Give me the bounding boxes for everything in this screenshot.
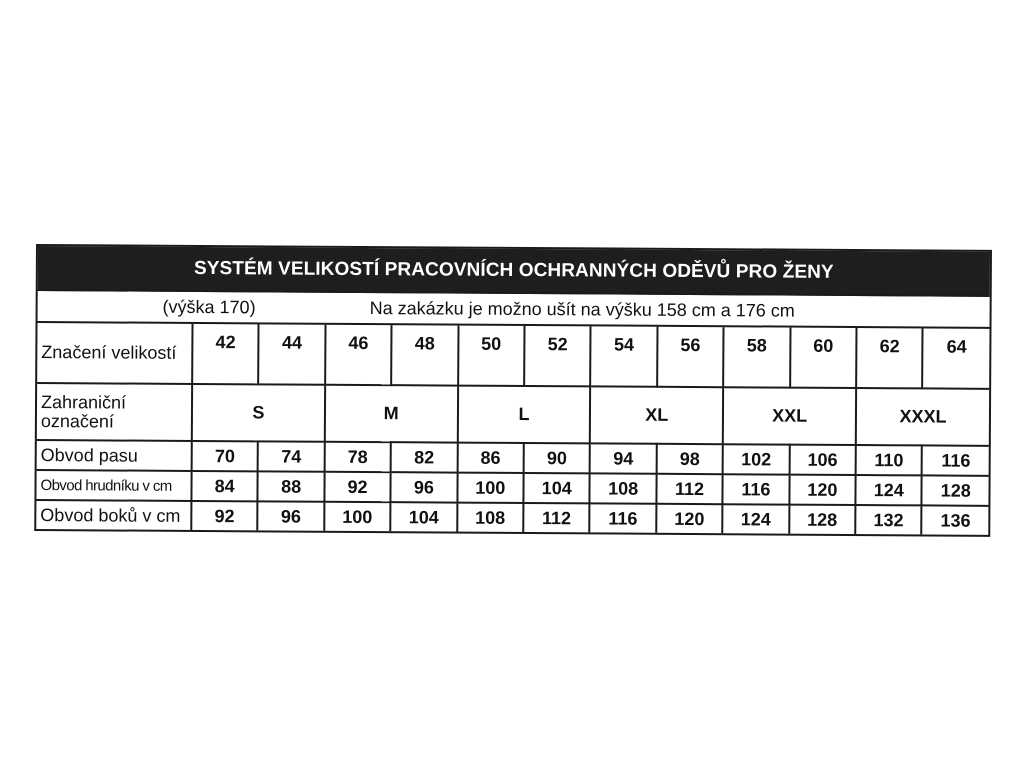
size-table (36, 323, 989, 535)
intl-size-cell: XL (590, 386, 723, 444)
waist-cell: 70 (192, 441, 259, 471)
chest-cell: 124 (855, 475, 922, 505)
chest-cell: 128 (922, 475, 989, 505)
waist-cell: 110 (856, 445, 923, 475)
chest-cell: 120 (789, 475, 856, 505)
custom-height-note: Na zakázku je možno ušít na výšku 158 cm a 176 cm (369, 297, 795, 321)
size-cell: 62 (856, 328, 923, 388)
waist-cell: 102 (723, 444, 790, 474)
chart-title: SYSTÉM VELIKOSTÍ PRACOVNÍCH OCHRANNÝCH ODĚVŮ PRO ŽENY (38, 246, 990, 297)
hips-cell: 116 (590, 503, 657, 532)
size-cell: 46 (325, 325, 392, 385)
hips-cell: 112 (523, 503, 590, 532)
intl-size-cell: XXL (723, 387, 856, 445)
waist-cell: 78 (324, 442, 391, 472)
intl-size-cell: XXXL (856, 388, 989, 446)
hips-cell: 136 (922, 505, 989, 534)
hips-cell: 124 (722, 504, 789, 533)
waist-cell: 94 (590, 443, 657, 473)
size-cell: 64 (923, 328, 990, 388)
size-cell: 52 (524, 326, 591, 386)
row-label-size: Značení velikostí (37, 323, 192, 384)
chest-cell: 104 (523, 473, 590, 503)
intl-size-cell: L (457, 386, 590, 444)
waist-cell: 74 (258, 441, 325, 471)
chest-cell: 112 (656, 474, 723, 504)
intl-size-row (37, 383, 989, 446)
chest-cell: 108 (590, 473, 657, 503)
size-cell: 60 (790, 328, 857, 388)
size-cell: 58 (723, 327, 790, 387)
hips-cell: 104 (390, 502, 457, 531)
waist-cell: 98 (656, 444, 723, 474)
size-row (37, 323, 989, 389)
waist-cell: 82 (391, 442, 458, 472)
size-cell: 50 (458, 326, 525, 386)
chest-cell: 88 (258, 471, 325, 501)
chest-cell: 100 (457, 473, 524, 503)
row-label-intl: Zahraniční označení (37, 383, 192, 441)
hips-cell: 108 (457, 503, 524, 532)
hips-cell: 92 (191, 501, 258, 530)
hips-cell: 132 (855, 505, 922, 534)
size-cell: 54 (591, 326, 658, 386)
row-label-hips: Obvod boků v cm (36, 500, 191, 530)
hips-cell: 128 (789, 505, 856, 534)
waist-cell: 106 (789, 445, 856, 475)
row-label-waist: Obvod pasu (37, 440, 192, 471)
hips-row (36, 500, 988, 535)
hips-cell: 100 (324, 502, 391, 531)
waist-cell: 90 (524, 443, 591, 473)
waist-cell: 116 (922, 445, 989, 475)
row-label-chest: Obvod hrudníku v cm (36, 470, 191, 501)
waist-cell: 86 (457, 443, 524, 473)
height-note: (výška 170) (162, 296, 256, 317)
chest-cell: 116 (723, 474, 790, 504)
size-chart (34, 244, 992, 537)
hips-cell: 96 (258, 501, 325, 530)
intl-size-cell: S (192, 384, 325, 442)
size-cell: 42 (192, 324, 259, 384)
hips-cell: 120 (656, 504, 723, 533)
chest-cell: 84 (191, 471, 258, 501)
chest-cell: 92 (324, 472, 391, 502)
size-cell: 56 (657, 327, 724, 387)
size-cell: 44 (259, 324, 326, 384)
intl-size-cell: M (325, 385, 458, 443)
chest-cell: 96 (391, 472, 458, 502)
size-cell: 48 (391, 325, 458, 385)
